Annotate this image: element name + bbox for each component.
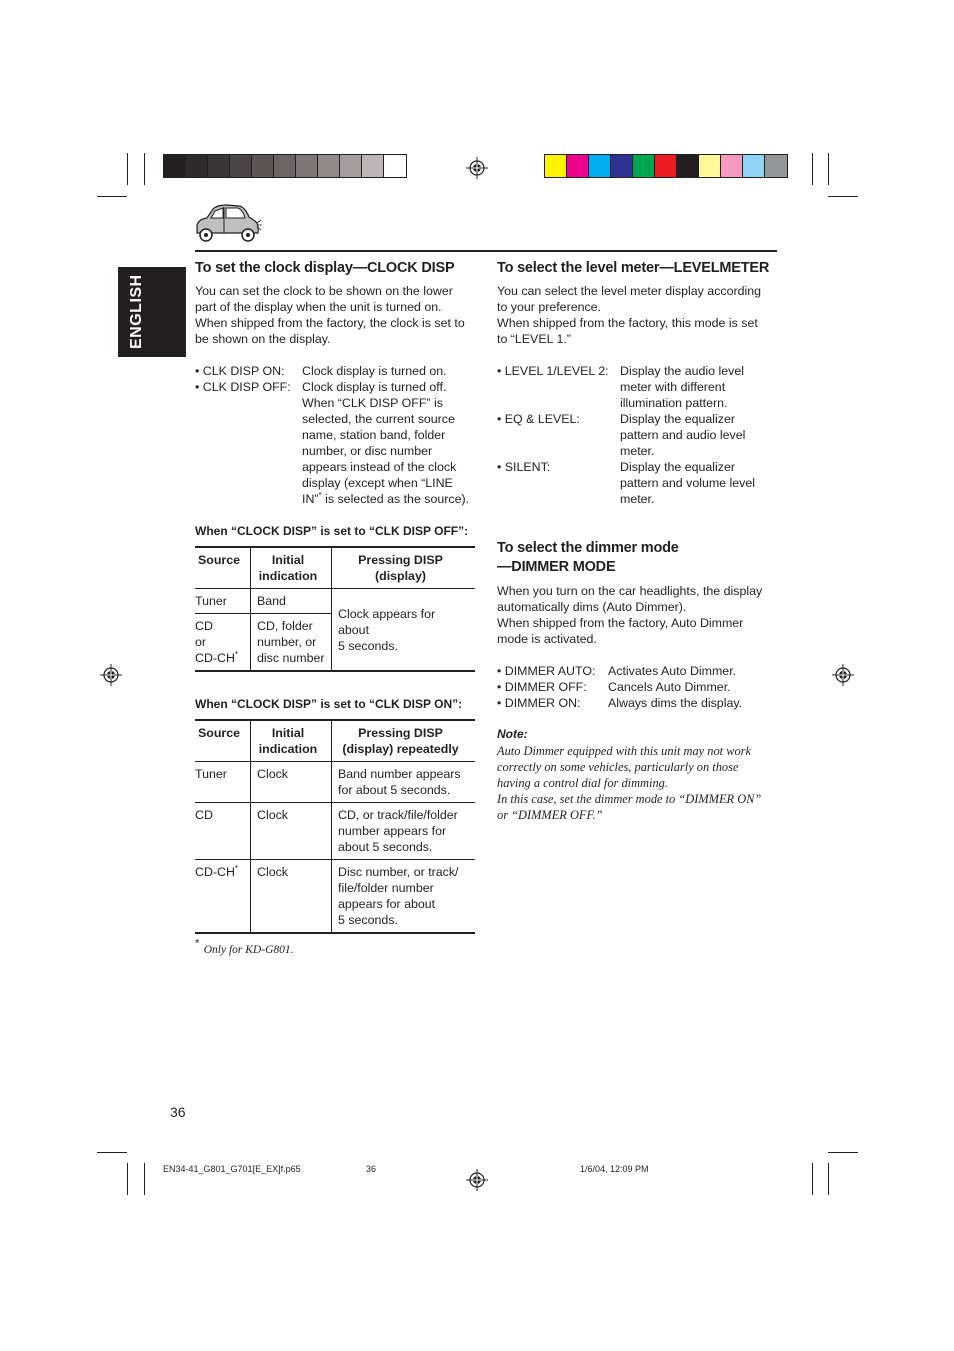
text-line: Auto Dimmer equipped with this unit may not work — [497, 744, 751, 758]
cell-initial: Band — [251, 589, 332, 614]
page-number: 36 — [170, 1104, 186, 1120]
color-swatch — [765, 155, 787, 177]
option-eq-level — [497, 411, 777, 459]
cell-pressing — [332, 803, 476, 860]
crop-mark — [127, 153, 128, 185]
option-value — [620, 459, 777, 507]
cell-pressing — [332, 762, 476, 803]
text-line: number, or disc number — [302, 444, 433, 458]
color-swatch — [721, 155, 743, 177]
color-swatch — [743, 155, 765, 177]
color-swatch — [362, 155, 384, 177]
color-swatch — [208, 155, 230, 177]
header-rule — [195, 250, 777, 252]
text-line: CD — [195, 619, 213, 633]
option-key: • DIMMER ON: — [497, 696, 581, 710]
option-clk-disp-off — [195, 379, 485, 507]
cell-initial: Clock — [251, 860, 332, 934]
option-value: Activates Auto Dimmer. — [608, 664, 737, 678]
dimmer-intro — [497, 583, 762, 647]
footnote-text: Only for KD-G801. — [203, 944, 294, 956]
text-line: about 5 seconds. — [338, 840, 433, 854]
option-value — [620, 411, 777, 459]
header-pressing — [332, 720, 476, 762]
text-line: to “LEVEL 1.” — [497, 332, 571, 346]
text-line: When “CLK DISP OFF” is — [302, 396, 443, 410]
language-tab — [118, 267, 186, 357]
color-swatch — [677, 155, 699, 177]
table-row — [195, 803, 475, 860]
color-swatch — [633, 155, 655, 177]
text-line: appears for about — [338, 897, 436, 911]
option-value: Clock display is turned on. — [302, 364, 447, 378]
option-dimmer-auto — [497, 663, 777, 679]
text-line: 5 seconds. — [338, 638, 398, 653]
cell-source: Tuner — [195, 767, 227, 781]
color-swatch — [252, 155, 274, 177]
text-line: display (except when “LINE — [302, 476, 453, 490]
heading-line: —DIMMER MODE — [497, 559, 616, 575]
option-value: Always dims the display. — [608, 696, 743, 710]
note-label: Note: — [497, 727, 528, 741]
heading-line: To select the dimmer mode — [497, 540, 679, 556]
crop-mark — [828, 1163, 829, 1195]
crop-mark — [828, 196, 858, 197]
text-fragment: is selected as the source). — [321, 492, 470, 506]
text-line: meter. — [620, 444, 655, 458]
text-line: Clock display is turned off. — [302, 380, 447, 394]
text-fragment: IN” — [302, 492, 319, 506]
table-header-row — [195, 547, 475, 589]
crop-mark — [144, 1163, 145, 1195]
text-line — [195, 650, 244, 666]
text-line: In this case, set the dimmer mode to “DIMMER ON” — [497, 792, 762, 806]
grayscale-color-bar — [163, 154, 407, 178]
crop-mark — [97, 1152, 127, 1153]
color-swatch — [699, 155, 721, 177]
color-swatch — [318, 155, 340, 177]
text-line: pattern and volume level — [620, 476, 756, 490]
text-line: When shipped from the factory, this mode is set — [497, 316, 758, 330]
text-line: correctly on some vehicles, particularly on those — [497, 760, 739, 774]
color-swatch — [567, 155, 589, 177]
registration-mark-icon — [100, 664, 122, 686]
text-line: meter. — [620, 492, 655, 506]
color-swatch — [589, 155, 611, 177]
text-line: When shipped from the factory, the clock is set to — [195, 316, 465, 330]
text-line: Clock appears for about — [338, 606, 436, 637]
text-line: You can select the level meter display according — [497, 284, 762, 298]
text-line: pattern and audio level — [620, 428, 746, 442]
color-swatch — [164, 155, 186, 177]
dimmer-heading — [497, 540, 679, 576]
header-text: Pressing DISP (display) repeatedly — [342, 726, 459, 756]
registration-mark-icon — [832, 664, 854, 686]
text-line: Disc number, or track/ — [338, 865, 459, 879]
text-line: Display the audio level — [620, 364, 744, 378]
table-row — [195, 589, 475, 614]
text-line: Display the equalizer — [620, 412, 736, 426]
text-line: Display the equalizer — [620, 460, 736, 474]
header-initial — [251, 547, 332, 589]
crop-mark — [812, 153, 813, 185]
option-key: • LEVEL 1/LEVEL 2: — [497, 364, 609, 378]
text-line: illumination pattern. — [620, 396, 728, 410]
text-line: be shown on the display. — [195, 332, 331, 346]
slug-file: EN34-41_G801_G701[E_EX]f.p65 — [163, 1164, 301, 1174]
text-line: number, or — [257, 635, 317, 649]
clock-heading: To set the clock display—CLOCK DISP — [195, 260, 455, 276]
header-pressing — [332, 547, 476, 589]
text-line: name, station band, folder — [302, 428, 446, 442]
text-line: appears instead of the clock — [302, 460, 457, 474]
text-line — [302, 491, 485, 507]
crop-mark — [828, 1152, 858, 1153]
level-intro — [497, 283, 761, 347]
crop-mark — [127, 1163, 128, 1195]
clock-options — [195, 363, 485, 507]
text-line: When shipped from the factory, Auto Dimmer — [497, 616, 744, 630]
table-row — [195, 762, 475, 803]
option-dimmer-on — [497, 695, 777, 711]
cell-initial: Clock — [251, 762, 332, 803]
option-level — [497, 363, 777, 411]
clk-disp-off-table — [195, 546, 475, 672]
header-source: Source — [198, 726, 241, 740]
color-swatch — [274, 155, 296, 177]
text-line: 5 seconds. — [338, 913, 398, 927]
crop-mark — [97, 196, 127, 197]
option-key: • CLK DISP ON: — [195, 364, 285, 378]
crop-mark — [812, 1163, 813, 1195]
language-tab-label: ENGLISH — [128, 274, 145, 349]
header-text: Initial indication — [258, 726, 318, 756]
table-header-row — [195, 720, 475, 762]
registration-mark-icon — [466, 157, 488, 179]
header-initial — [251, 720, 332, 762]
color-swatch — [611, 155, 633, 177]
cell-source — [195, 860, 251, 934]
color-swatch — [384, 155, 406, 177]
option-key: • SILENT: — [497, 460, 551, 474]
cell-source — [195, 614, 251, 672]
color-swatch — [296, 155, 318, 177]
asterisk: * — [234, 863, 239, 873]
table-on-caption: When “CLOCK DISP” is set to “CLK DISP ON”: — [195, 697, 463, 711]
text-line: number appears for — [338, 824, 447, 838]
option-key: • DIMMER AUTO: — [497, 664, 596, 678]
color-swatch — [655, 155, 677, 177]
text-line: or — [195, 635, 207, 649]
footnote — [195, 937, 294, 958]
text-line: meter with different — [620, 380, 726, 394]
cell-pressing — [332, 860, 476, 934]
asterisk: * — [195, 937, 200, 950]
crop-mark — [828, 153, 829, 185]
slug-date: 1/6/04, 12:09 PM — [580, 1164, 649, 1174]
text-line: Band number appears — [338, 767, 461, 781]
level-heading: To select the level meter—LEVELMETER — [497, 260, 770, 276]
header-source: Source — [198, 553, 241, 567]
text-line: part of the display when the unit is turned on. — [195, 300, 442, 314]
cell-pressing-merged — [332, 589, 476, 672]
text-line: When you turn on the car headlights, the display — [497, 584, 763, 598]
car-icon — [193, 203, 263, 245]
option-silent — [497, 459, 777, 507]
option-value — [302, 379, 485, 507]
text-line: CD, or track/file/folder — [338, 808, 458, 822]
cell-initial — [251, 614, 332, 672]
text-fragment: CD-CH — [195, 651, 235, 665]
header-text: Pressing DISP (display) — [358, 553, 443, 583]
text-fragment: CD-CH — [195, 865, 235, 879]
text-line: to your preference. — [497, 300, 602, 314]
text-line: for about 5 seconds. — [338, 783, 451, 797]
option-dimmer-off — [497, 679, 777, 695]
option-value: Cancels Auto Dimmer. — [608, 680, 731, 694]
dimmer-options — [497, 663, 777, 711]
cell-initial: Clock — [251, 803, 332, 860]
option-key: • EQ & LEVEL: — [497, 412, 580, 426]
text-line: mode is activated. — [497, 632, 597, 646]
slug-page: 36 — [366, 1164, 377, 1174]
color-swatch — [545, 155, 567, 177]
text-line: selected, the current source — [302, 412, 455, 426]
text-line: CD, folder — [257, 619, 313, 633]
color-swatch — [340, 155, 362, 177]
note-body — [497, 743, 761, 823]
clk-disp-on-table — [195, 719, 475, 934]
color-swatch — [186, 155, 208, 177]
crop-mark — [144, 153, 145, 185]
option-clk-disp-on — [195, 363, 485, 379]
level-options — [497, 363, 777, 507]
asterisk: * — [234, 649, 239, 659]
registration-mark-icon — [466, 1169, 488, 1191]
asterisk: * — [318, 490, 322, 500]
option-key: • CLK DISP OFF: — [195, 380, 291, 394]
text-line: automatically dims (Auto Dimmer). — [497, 600, 687, 614]
text-line: You can set the clock to be shown on the lower — [195, 284, 453, 298]
text-line: having a control dial for dimming. — [497, 776, 668, 790]
text-line: file/folder number — [338, 881, 434, 895]
color-swatch — [230, 155, 252, 177]
cell-source: CD — [195, 808, 213, 822]
table-row — [195, 860, 475, 934]
clock-intro — [195, 283, 465, 347]
text-line: or “DIMMER OFF.” — [497, 808, 603, 822]
cell-source: Tuner — [195, 589, 251, 614]
cmyk-color-bar — [544, 154, 788, 178]
option-value — [620, 363, 777, 411]
option-key: • DIMMER OFF: — [497, 680, 587, 694]
table-off-caption: When “CLOCK DISP” is set to “CLK DISP OFF”: — [195, 524, 469, 538]
text-line: disc number — [257, 651, 325, 665]
header-text: Initial indication — [258, 553, 318, 583]
